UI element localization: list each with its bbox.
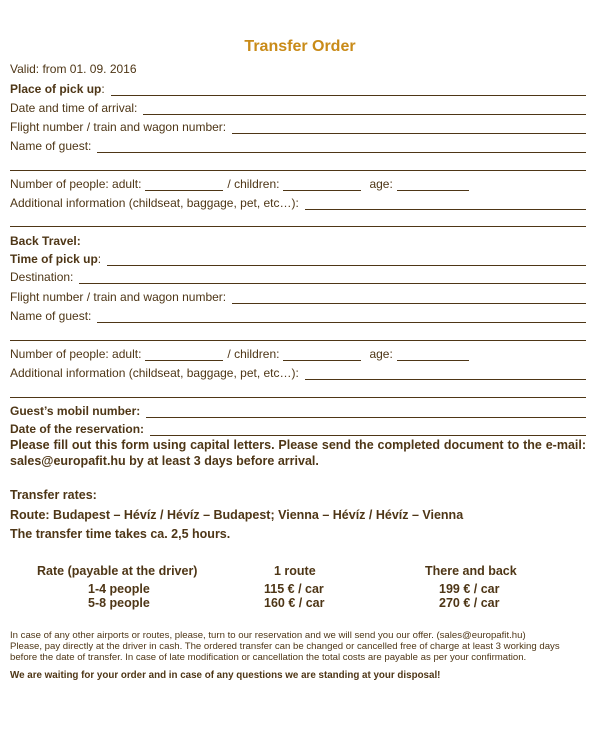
rates-time: The transfer time takes ca. 2,5 hours. [10, 527, 231, 541]
rates-header-back: There and back [425, 564, 517, 578]
arrival-flight-row [10, 116, 586, 134]
rates-people: 5-8 people [88, 596, 150, 610]
arrival-datetime-row [10, 97, 586, 115]
place-of-pickup-row [10, 78, 586, 96]
rates-one-route: 160 € / car [264, 596, 325, 610]
back-additional-row [10, 362, 586, 380]
arrival-people-row [10, 173, 586, 191]
arrival-additional-extra-field[interactable] [10, 213, 586, 227]
arrival-additional-extra-row [10, 209, 586, 227]
arrival-children-label: / children: [227, 177, 280, 191]
arrival-additional-row [10, 192, 586, 210]
arrival-guest-row [10, 135, 586, 153]
note-line: Please, pay directly at the driver in cash. The ordered transfer can be changed or cancelled free of charge at least 3 working days [10, 641, 560, 652]
arrival-guest-extra-row [10, 153, 586, 171]
back-adult-label: Number of people: adult: [10, 347, 142, 361]
reservation-date-field[interactable] [150, 422, 586, 436]
back-pickup-field[interactable] [107, 252, 586, 266]
back-guest-field[interactable] [97, 309, 586, 323]
guest-mobile-label: Guest’s mobil number: [10, 404, 141, 418]
back-pickup-colon: : [97, 252, 102, 266]
instructions-text: Please fill out this form using capital letters. Please send the completed document to the e-mail: sales@europafit.hu by at least 3 days before arrival. [10, 438, 586, 468]
rates-route: Route: Budapest – Hévíz / Hévíz – Budapest; Vienna – Hévíz / Hévíz – Vienna [10, 508, 464, 522]
back-travel-heading-row [10, 230, 586, 248]
back-flight-row [10, 286, 586, 304]
rates-heading: Transfer rates: [10, 488, 97, 502]
back-adult-field[interactable] [145, 347, 223, 361]
back-pickup-row [10, 248, 586, 266]
arrival-guest-label: Name of guest: [10, 139, 92, 153]
back-travel-heading: Back Travel: [10, 234, 81, 248]
guest-mobile-row [10, 400, 586, 418]
guest-mobile-field[interactable] [146, 404, 586, 418]
note-line: before the date of transfer. In case of late modification or cancellation the total costs are payable as per your confirmation. [10, 652, 527, 663]
valid-date: Valid: from 01. 09. 2016 [10, 62, 137, 76]
back-pickup-label: Time of pick up [10, 252, 98, 266]
reservation-date-row [10, 418, 586, 436]
back-children-field[interactable] [283, 347, 361, 361]
rates-there-back: 270 € / car [439, 596, 500, 610]
back-destination-field[interactable] [79, 270, 586, 284]
back-age-label: age: [369, 347, 393, 361]
reservation-date-label: Date of the reservation: [10, 422, 145, 436]
arrival-additional-field[interactable] [305, 196, 586, 210]
arrival-guest-extra-field[interactable] [10, 157, 586, 171]
back-additional-extra-row [10, 380, 586, 398]
place-of-pickup-field[interactable] [111, 82, 586, 96]
arrival-age-label: age: [369, 177, 393, 191]
back-additional-field[interactable] [305, 366, 586, 380]
arrival-additional-label: Additional information (childseat, baggage, pet, etc…): [10, 196, 299, 210]
arrival-datetime-label: Date and time of arrival: [10, 101, 138, 115]
rates-header-one: 1 route [274, 564, 316, 578]
back-additional-extra-field[interactable] [10, 384, 586, 398]
back-destination-label: Destination: [10, 270, 74, 284]
arrival-flight-field[interactable] [232, 120, 586, 134]
back-flight-label: Flight number / train and wagon number: [10, 290, 227, 304]
note-line: In case of any other airports or routes, please, turn to our reservation and we will send you our offer. (sales@europafit.hu) [10, 630, 526, 641]
arrival-adult-label: Number of people: adult: [10, 177, 142, 191]
arrival-adult-field[interactable] [145, 177, 223, 191]
back-guest-row [10, 305, 586, 323]
arrival-guest-field[interactable] [97, 139, 586, 153]
back-guest-label: Name of guest: [10, 309, 92, 323]
back-age-field[interactable] [397, 347, 469, 361]
back-guest-extra-field[interactable] [10, 327, 586, 341]
closing-text: We are waiting for your order and in case of any questions we are standing at your disposal! [10, 670, 441, 681]
arrival-flight-label: Flight number / train and wagon number: [10, 120, 227, 134]
arrival-age-field[interactable] [397, 177, 469, 191]
back-guest-extra-row [10, 323, 586, 341]
place-of-pickup-label: Place of pick up [10, 82, 102, 96]
page-title: Transfer Order [244, 38, 356, 55]
arrival-datetime-field[interactable] [143, 101, 586, 115]
arrival-children-field[interactable] [283, 177, 361, 191]
back-flight-field[interactable] [232, 290, 586, 304]
back-destination-row [10, 266, 586, 284]
place-of-pickup-colon: : [101, 82, 105, 96]
back-people-row [10, 343, 586, 361]
rates-one-route: 115 € / car [264, 582, 324, 596]
rates-there-back: 199 € / car [439, 582, 500, 596]
back-children-label: / children: [227, 347, 280, 361]
back-additional-label: Additional information (childseat, baggage, pet, etc…): [10, 366, 299, 380]
rates-header-rate: Rate (payable at the driver) [37, 564, 198, 578]
rates-people: 1-4 people [88, 582, 150, 596]
